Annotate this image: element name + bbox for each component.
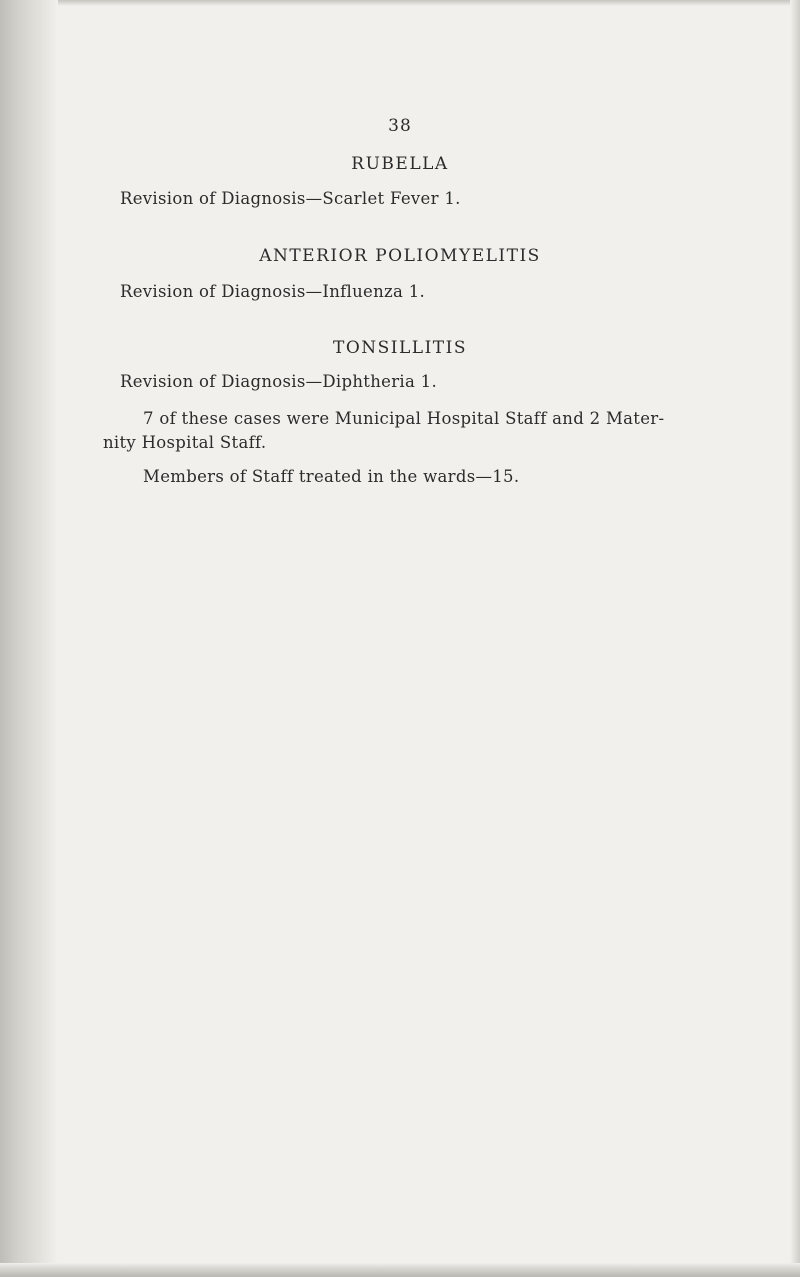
page-edge-bottom <box>0 1263 800 1277</box>
heading-tonsillitis: TONSILLITIS <box>332 338 467 358</box>
heading-anterior-poliomyelitis: ANTERIOR POLIOMYELITIS <box>259 246 541 266</box>
staff-cases-note-line-1: 7 of these cases were Municipal Hospital Staff and 2 Mater- <box>143 409 665 428</box>
page-edge-right <box>790 0 800 1277</box>
tonsillitis-revision: Revision of Diagnosis—Diphtheria 1. <box>120 372 438 391</box>
page-number: 38 <box>388 116 412 136</box>
heading-rubella: RUBELLA <box>351 154 449 174</box>
page-edge-left <box>0 0 58 1277</box>
poliomyelitis-revision: Revision of Diagnosis—Influenza 1. <box>120 282 426 301</box>
staff-cases-note-line-2: nity Hospital Staff. <box>103 433 267 452</box>
page-edge-top <box>0 0 800 6</box>
staff-treated-note: Members of Staff treated in the wards—15. <box>143 467 520 486</box>
rubella-revision: Revision of Diagnosis—Scarlet Fever 1. <box>120 189 461 208</box>
